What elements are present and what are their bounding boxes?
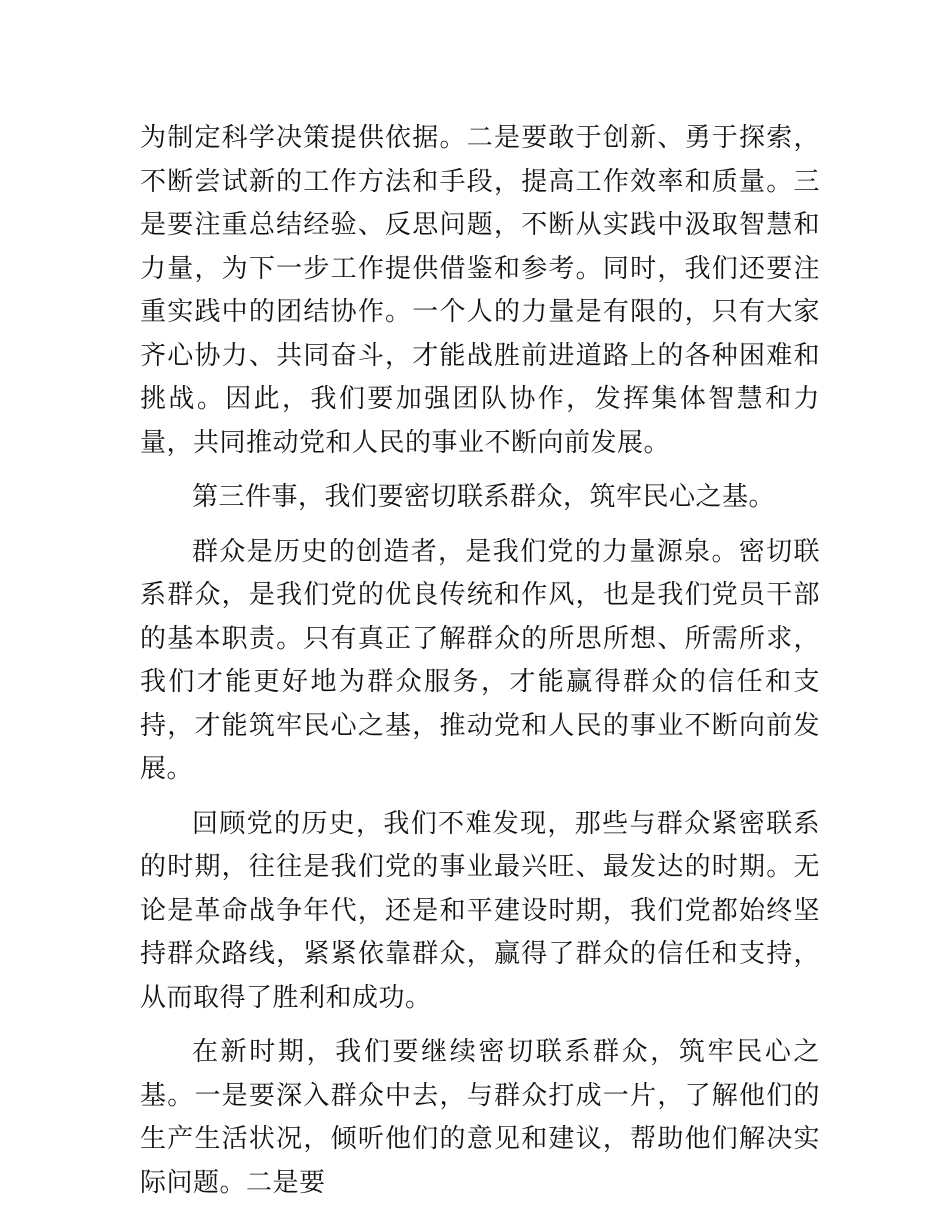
paragraph-masses-importance: 群众是历史的创造者，是我们党的力量源泉。密切联系群众，是我们党的优良传统和作风，也是我们党员干部的基本职责。只有真正了解群众的所思所想、所需所求，我们才能更好地为群众服务，才能赢得群众的信任和支持，才能筑牢民心之基，推动党和人民的事业不断向前发展。 (140, 536, 820, 784)
paragraph-party-history: 回顾党的历史，我们不难发现，那些与群众紧密联系的时期，往往是我们党的事业最兴旺、最发达的时期。无论是革命战争年代，还是和平建设时期，我们党都始终坚持群众路线，紧紧依靠群众，赢得了群众的信任和支持，从而取得了胜利和成功。 (140, 808, 820, 1013)
paragraph-section-heading: 第三件事，我们要密切联系群众，筑牢民心之基。 (192, 482, 776, 512)
paragraph-new-era: 在新时期，我们要继续密切联系群众，筑牢民心之基。一是要深入群众中去，与群众打成一片，了解他们的生产生活状况，倾听他们的意见和建议，帮助他们解决实际问题。二是要 (140, 1037, 820, 1198)
paragraph-continuation: 为制定科学决策提供依据。二是要敢于创新、勇于探索，不断尝试新的工作方法和手段，提高工作效率和质量。三是要注重总结经验、反思问题，不断从实践中汲取智慧和力量，为下一步工作提供借鉴和参考。同时，我们还要注重实践中的团结协作。一个人的力量是有限的，只有大家齐心协力、共同奋斗，才能战胜前进道路上的各种困难和挑战。因此，我们要加强团队协作，发挥集体智慧和力量，共同推动党和人民的事业不断向前发展。 (140, 123, 820, 458)
document-body (140, 117, 820, 1205)
